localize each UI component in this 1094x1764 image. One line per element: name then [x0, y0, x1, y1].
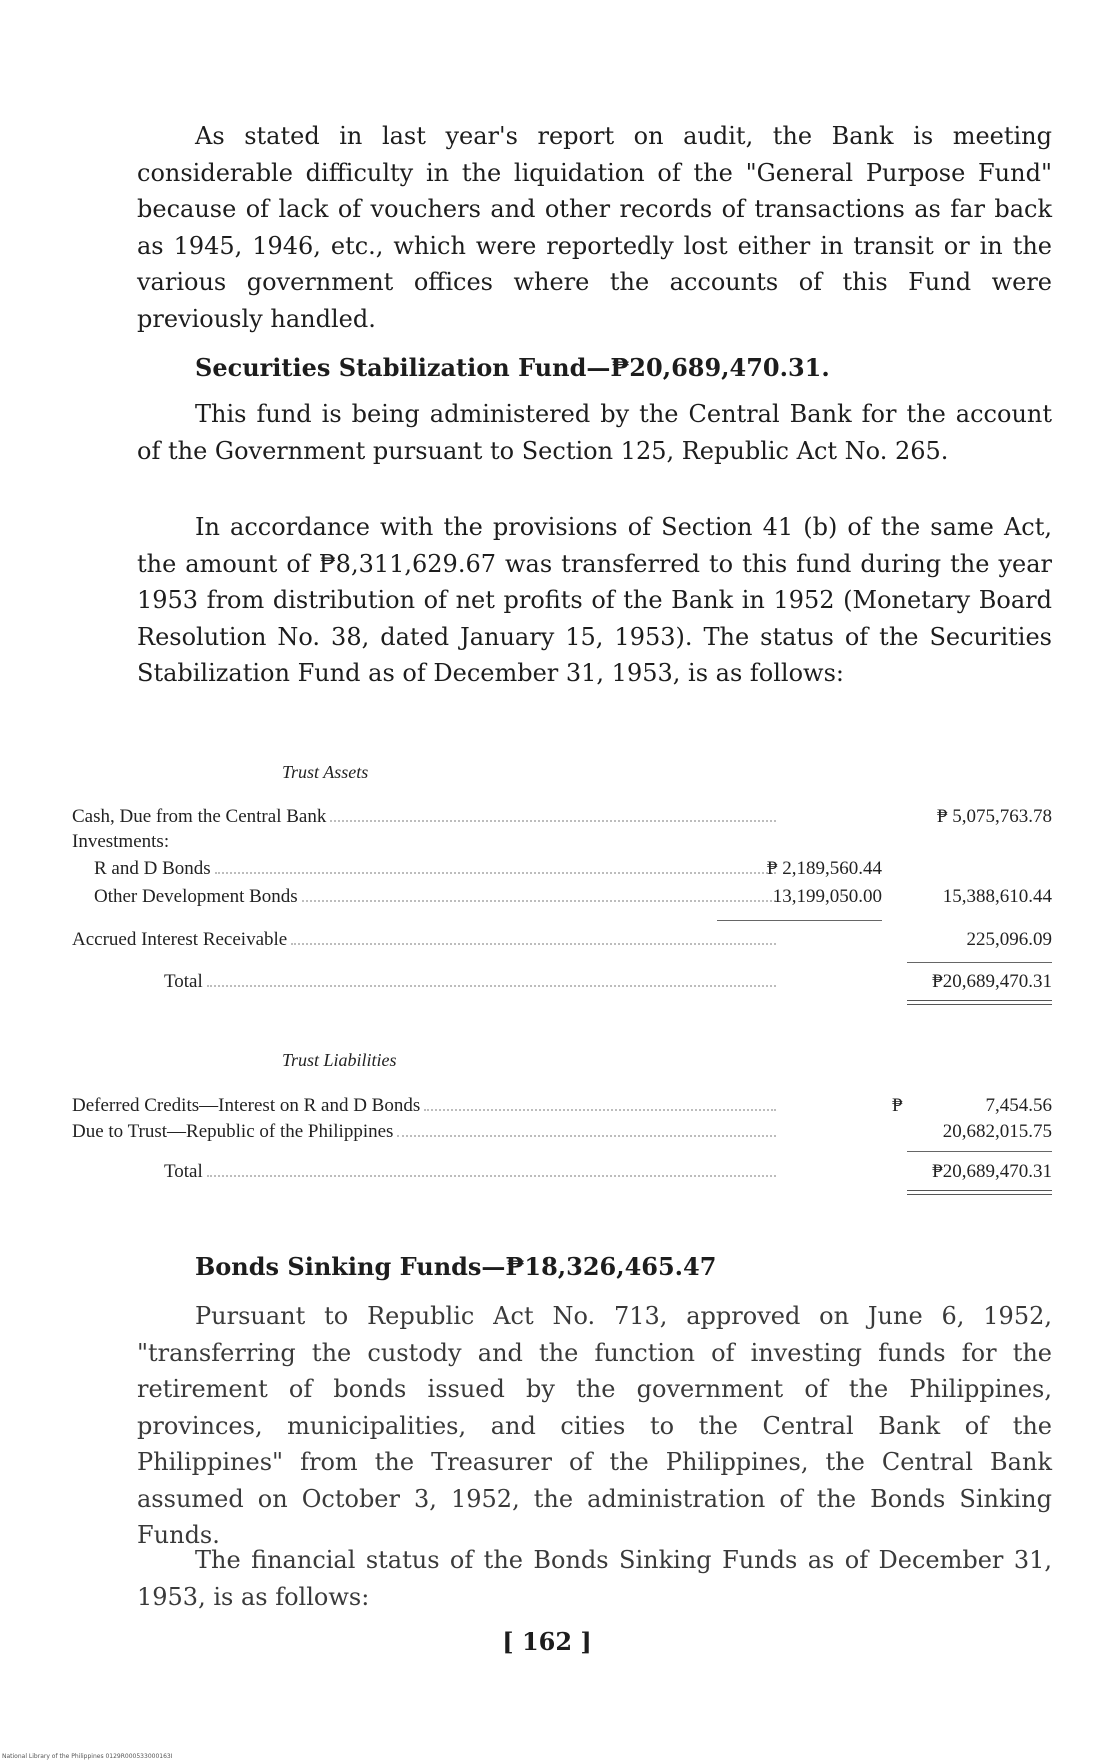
securities-fund-heading: Securities Stabilization Fund—₱20,689,470.31.: [195, 353, 830, 382]
ledger-row-rd-bonds: [72, 857, 1052, 881]
ledger-row-investments: [72, 830, 1052, 854]
row-amount: 225,096.09: [966, 929, 1052, 950]
trust-liabilities-statement: [72, 1048, 1052, 1208]
trust-liabilities-caption: Trust Liabilities: [282, 1050, 397, 1070]
bonds-sinking-paragraph-1: Pursuant to Republic Act No. 713, approved on June 6, 1952, "transferring the custody and the function of investing funds for the retirement of bonds issued by the government of the Philippines, provinces, municipalities, and cities to the Central Bank of the Philippines" from the Treasurer of the Philippines, the Central Bank assumed on October 3, 1952, the administration of the Bonds Sinking Funds.: [137, 1302, 1052, 1549]
row-label: Deferred Credits—Interest on R and D Bonds: [72, 1095, 421, 1116]
intro-paragraph: As stated in last year's report on audit, the Bank is meeting considerable difficulty in the liquidation of the "General Purpose Fund" because of lack of vouchers and other records of transactions as far back as 1945, 1946, etc., which were reportedly lost either in transit or in the various government offices where the accounts of this Fund were previously handled.: [137, 122, 1052, 333]
double-rule: [907, 1190, 1052, 1195]
bonds-sinking-heading: Bonds Sinking Funds—₱18,326,465.47: [195, 1252, 717, 1281]
row-label: Investments:: [72, 831, 170, 852]
amount-value: 7,454.56: [985, 1095, 1052, 1116]
ledger-row-deferred-credits: [72, 1094, 1052, 1118]
ledger-row-other-bonds: [72, 885, 1052, 909]
row-label: Cash, Due from the Central Bank: [72, 806, 327, 827]
column-rule: [717, 920, 882, 921]
total-rule: [907, 962, 1052, 963]
trust-assets-statement: [72, 760, 1052, 1020]
ledger-row-cash: [72, 805, 1052, 829]
ledger-row-total: [72, 970, 1052, 994]
row-amount: ₱ 5,075,763.78: [936, 806, 1052, 827]
page-number: [ 162 ]: [502, 1627, 592, 1656]
row-label: Other Development Bonds: [94, 886, 298, 907]
row-label: Total: [164, 971, 203, 992]
row-amount: [892, 1094, 1052, 1118]
trust-assets-caption: Trust Assets: [282, 762, 369, 782]
securities-paragraph-1: This fund is being administered by the Central Bank for the account of the Government pursuant to Section 125, Republic Act No. 265.: [137, 400, 1052, 465]
currency-sign: ₱: [892, 1095, 903, 1116]
bonds-sinking-paragraph-2: The financial status of the Bonds Sinking Funds as of December 31, 1953, is as follows:: [137, 1546, 1052, 1611]
row-amount: 20,682,015.75: [942, 1121, 1052, 1142]
securities-paragraph-2: In accordance with the provisions of Section 41 (b) of the same Act, the amount of ₱8,311,629.67 was transferred to this fund during the year 1953 from distribution of net profits of the Bank in 1952 (Monetary Board Resolution No. 38, dated January 15, 1953). The status of the Securities Stabilization Fund as of December 31, 1953, is as follows:: [137, 513, 1052, 687]
row-amount: ₱20,689,470.31: [932, 1161, 1052, 1182]
row-label: Total: [164, 1161, 203, 1182]
row-label: R and D Bonds: [94, 858, 211, 879]
archive-footer-note: National Library of the Philippines 0129R000533000163I: [2, 1753, 173, 1760]
row-amount: 13,199,050.00: [772, 886, 882, 907]
total-rule: [907, 1151, 1052, 1152]
ledger-row-due-to-trust: [72, 1120, 1052, 1144]
row-label: Due to Trust—Republic of the Philippines: [72, 1121, 394, 1142]
double-rule: [907, 1000, 1052, 1005]
ledger-row-accrued: [72, 928, 1052, 952]
row-amount: ₱20,689,470.31: [932, 971, 1052, 992]
row-amount: ₱ 2,189,560.44: [766, 858, 882, 879]
ledger-row-total: [72, 1160, 1052, 1184]
row-label: Accrued Interest Receivable: [72, 929, 288, 950]
row-subtotal: 15,388,610.44: [942, 886, 1052, 907]
